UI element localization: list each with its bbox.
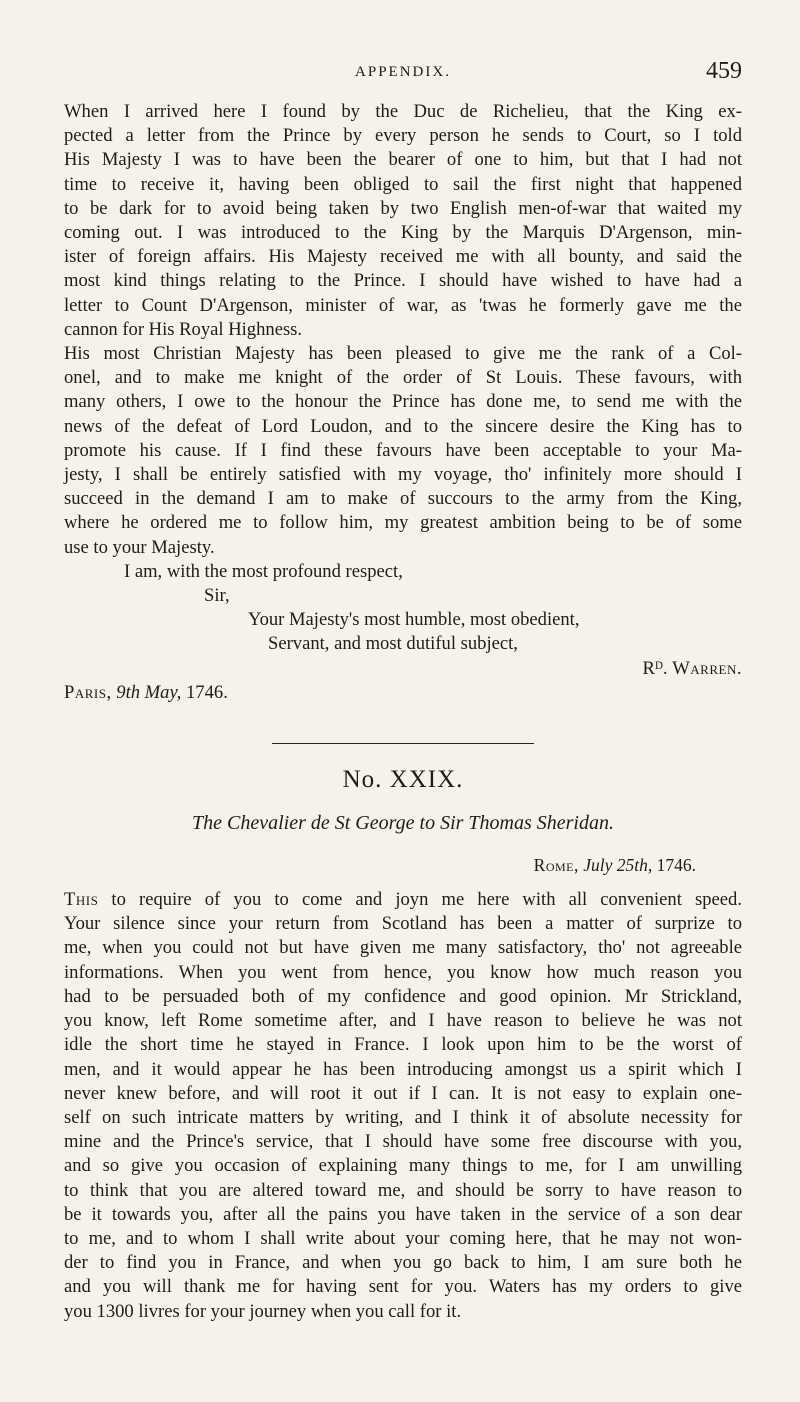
closing-line: Sir, <box>204 585 230 607</box>
text-line: time to receive it, having been obliged to sail the first night that happened <box>64 173 742 195</box>
text-line: cannon for His Royal Highness. <box>64 318 303 340</box>
text-line: succeed in the demand I am to make of succours to the army from the King, <box>64 488 742 510</box>
text-line: you know, left Rome sometime after, and I have reason to believe he was not <box>64 1010 742 1032</box>
place-date <box>64 681 742 705</box>
text-line: coming out. I was introduced to the King by the Marquis D'Argenson, min- <box>64 222 742 244</box>
text-line: pected a letter from the Prince by every person he sends to Court, so I told <box>64 125 742 147</box>
text-line: never knew before, and will root it out if I can. It is not easy to explain one- <box>64 1082 742 1104</box>
text-line: ister of foreign affairs. His Majesty received me with all bounty, and said the <box>64 246 742 268</box>
letter1-body <box>64 100 742 560</box>
signature-name: Warren. <box>672 657 742 679</box>
year: 1746. <box>186 681 228 703</box>
text-line: When I arrived here I found by the Duc de Richelieu, that the King ex- <box>64 101 742 122</box>
text-line: you 1300 livres for your journey when you call for it. <box>64 1300 462 1322</box>
text-line: where he ordered me to follow him, my greatest ambition being to be of some <box>64 512 742 534</box>
section-divider <box>272 743 534 744</box>
text-line: informations. When you went from hence, you know how much reason you <box>64 961 742 983</box>
text-line: to be dark for to avoid being taken by two English men-of-war that waited my <box>64 197 742 219</box>
text-line: to think that you are altered toward me, and should be sorry to have reason to <box>64 1179 742 1201</box>
text-line: idle the short time he stayed in France. I look upon him to be the worst of <box>64 1034 742 1056</box>
text-line: and so give you occasion of explaining many things to me, for I am unwilling <box>64 1155 742 1177</box>
signature-abbrev: Rᴰ. <box>642 657 668 679</box>
book-page <box>64 58 742 1324</box>
first-word: This <box>64 889 99 911</box>
text-line: Your silence since your return from Scotland has been a matter of surprize to <box>64 913 742 935</box>
text-line: der to find you in France, and when you go back to him, I am sure both he <box>64 1252 742 1274</box>
text-line: jesty, I shall be entirely satisfied with my voyage, tho' infinitely more should I <box>64 464 742 486</box>
text-line: His most Christian Majesty has been pleased to give me the rank of a Col- <box>64 343 742 365</box>
dateline-place: Rome, <box>533 855 579 876</box>
dateline-year: 1746. <box>656 855 696 876</box>
text-line: use to your Majesty. <box>64 536 215 558</box>
document-number: No. XXIX. <box>342 766 464 794</box>
text-line: self on such intricate matters by writing, and I think it of absolute necessity for <box>64 1106 742 1128</box>
text-line: me, when you could not but have given me many satisfactory, tho' not agreeable <box>64 937 742 959</box>
place: Paris, <box>64 681 112 703</box>
document-title: The Chevalier de St George to Sir Thomas Sheridan. <box>191 812 614 835</box>
text-line: mine and the Prince's service, that I should have some free discourse with you, <box>64 1131 742 1153</box>
text-line: letter to Count D'Argenson, minister of war, as 'twas he formerly gave me the <box>64 294 742 316</box>
text-line: be it towards you, after all the pains you have taken in the service of a son dear <box>64 1203 742 1225</box>
letter1-closing <box>64 560 742 705</box>
text-line <box>64 888 742 912</box>
text-line: most kind things relating to the Prince. I should have wished to have had a <box>64 270 742 292</box>
letter2-body <box>64 888 742 1324</box>
text-line: many others, I owe to the honour the Prince has done me, to send me with the <box>64 391 742 413</box>
dateline <box>64 855 742 876</box>
closing-line: Your Majesty's most humble, most obedient, <box>248 609 580 631</box>
text-line: men, and it would appear he has been introducing amongst us a spirit which I <box>64 1058 742 1080</box>
text-line: news of the defeat of Lord Loudon, and to the sincere desire the King has to <box>64 415 742 437</box>
text-line: to me, and to whom I shall write about your coming here, that he may not won- <box>64 1227 742 1249</box>
running-title: APPENDIX. <box>355 64 451 80</box>
closing-line: Servant, and most dutiful subject, <box>268 633 518 655</box>
text-fragment: to require of you to come and joyn me here with all convenient speed. <box>98 889 742 911</box>
text-line: onel, and to make me knight of the order of St Louis. These favours, with <box>64 367 742 389</box>
running-head <box>64 58 742 88</box>
page-number: 459 <box>706 58 742 84</box>
signature <box>64 657 742 681</box>
closing-line: I am, with the most profound respect, <box>124 560 403 582</box>
text-line: promote his cause. If I find these favours have been acceptable to your Ma- <box>64 439 742 461</box>
text-line: had to be persuaded both of my confidence and good opinion. Mr Strickland, <box>64 985 742 1007</box>
dateline-date: July 25th, <box>583 855 653 876</box>
text-line: His Majesty I was to have been the bearer of one to him, but that I had not <box>64 149 742 171</box>
date: 9th May, <box>116 681 182 703</box>
text-line: and you will thank me for having sent for you. Waters has my orders to give <box>64 1276 742 1298</box>
